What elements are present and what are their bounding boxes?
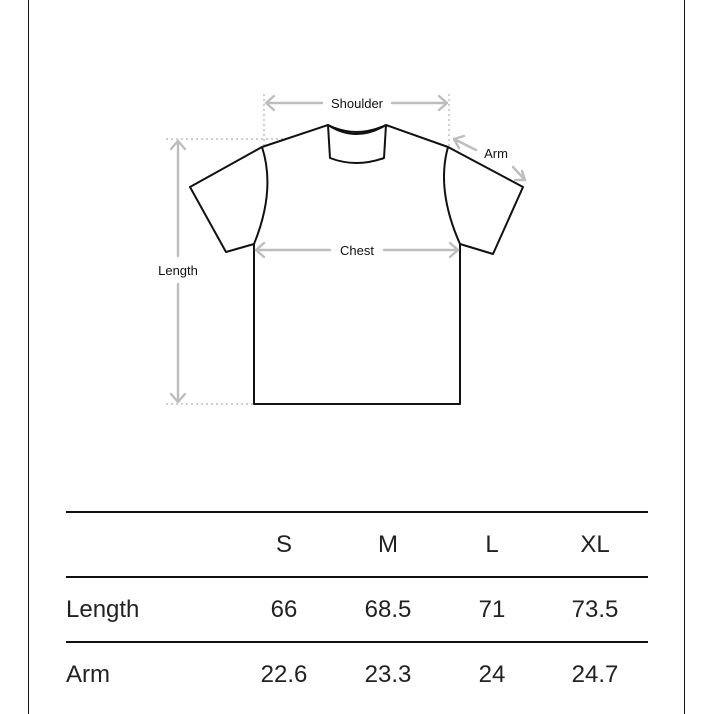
table-cell: 24 — [442, 642, 542, 706]
table-header-cell: M — [334, 512, 442, 577]
table-row-label: Arm — [66, 642, 234, 706]
table-row — [66, 642, 648, 706]
table-header-cell: L — [442, 512, 542, 577]
table-header-row — [66, 512, 648, 577]
table-header-cell: S — [234, 512, 334, 577]
size-table — [66, 511, 648, 706]
chest-label: Chest — [340, 243, 374, 258]
table-header-cell — [66, 512, 234, 577]
table-row-label: Length — [66, 577, 234, 642]
table-cell: 68.5 — [334, 577, 442, 642]
table-row — [66, 577, 648, 642]
table-header-cell: XL — [542, 512, 648, 577]
length-label: Length — [158, 263, 198, 278]
shoulder-label: Shoulder — [330, 96, 384, 111]
table-cell: 66 — [234, 577, 334, 642]
table-cell: 24.7 — [542, 642, 648, 706]
table-cell: 23.3 — [334, 642, 442, 706]
tshirt-body-outline — [190, 125, 523, 404]
table-cell: 22.6 — [234, 642, 334, 706]
table-cell: 73.5 — [542, 577, 648, 642]
arm-label: Arm — [484, 146, 508, 161]
table-cell: 71 — [442, 577, 542, 642]
